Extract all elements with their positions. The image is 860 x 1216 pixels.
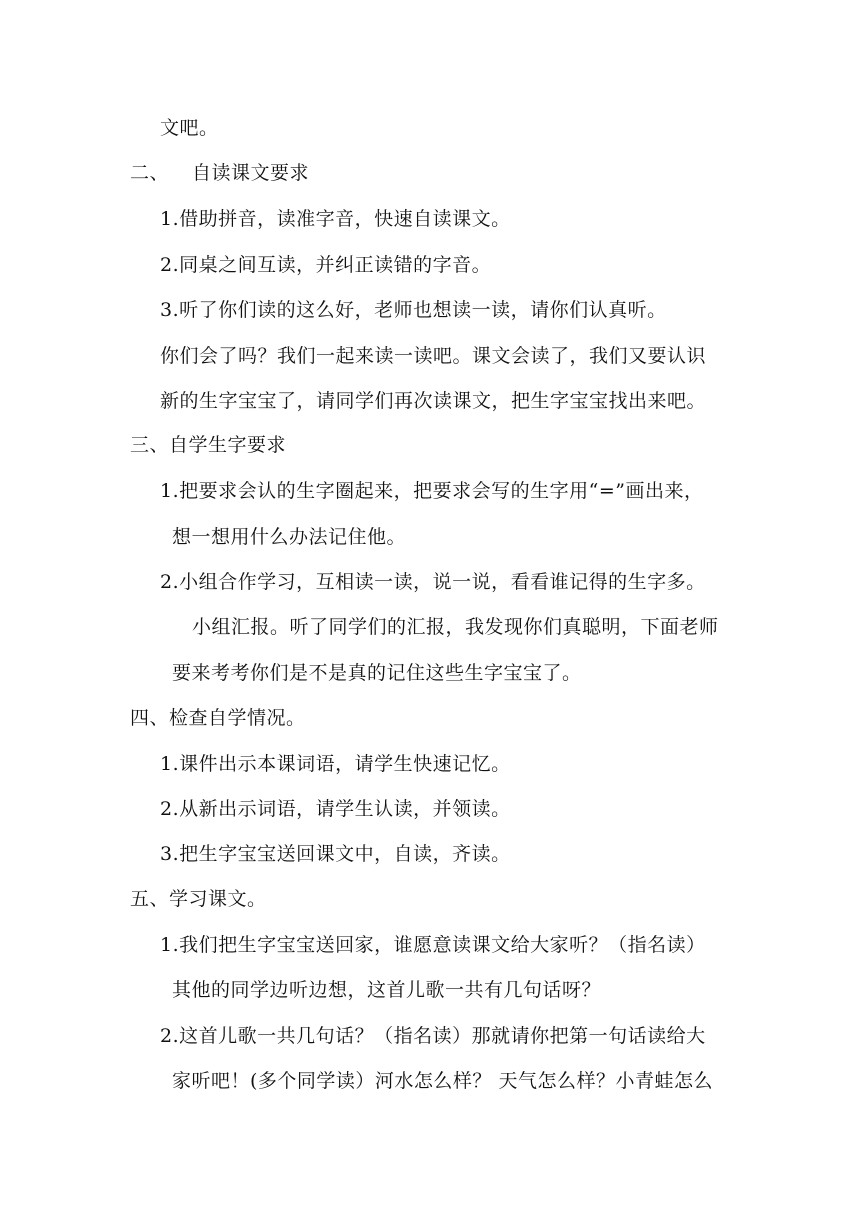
text-line-11: 想一想用什么办法记住他。 bbox=[172, 526, 407, 548]
text-line-10: 1.把要求会认的生字圈起来，把要求会写的生字用“=”画出来， bbox=[160, 480, 704, 502]
text-line-1: 文吧。 bbox=[160, 117, 219, 139]
section-4-heading: 四、检查自学情况。 bbox=[130, 707, 306, 729]
section-3-heading: 三、自学生字要求 bbox=[130, 434, 287, 456]
text-line-17: 2.从新出示词语，请学生认读，并领读。 bbox=[160, 798, 511, 820]
text-line-12: 2.小组合作学习，互相读一读，说一说，看看谁记得的生字多。 bbox=[160, 571, 706, 593]
text-line-16: 1.课件出示本课词语，请学生快速记忆。 bbox=[160, 753, 511, 775]
text-line-21: 其他的同学边听边想，这首儿歌一共有几句话呀？ bbox=[172, 979, 602, 1001]
section-5-heading: 五、学习课文。 bbox=[130, 888, 267, 910]
text-line-8: 新的生字宝宝了，请同学们再次读课文，把生字宝宝找出来吧。 bbox=[160, 390, 707, 412]
section-2-number: 二、 bbox=[130, 162, 170, 184]
text-line-13: 小组汇报。听了同学们的汇报，我发现你们真聪明，下面老师 bbox=[192, 616, 719, 638]
section-2-heading: 自读课文要求 bbox=[192, 162, 310, 184]
text-line-18: 3.把生字宝宝送回课文中，自读，齐读。 bbox=[160, 843, 511, 865]
text-line-22: 2.这首儿歌一共几句话？（指名读）那就请你把第一句话读给大 bbox=[160, 1025, 706, 1047]
text-line-23: 家听吧！(多个同学读）河水怎么样？ 天气怎么样？小青蛙怎么 bbox=[172, 1070, 713, 1092]
text-line-14: 要来考考你们是不是真的记住这些生字宝宝了。 bbox=[172, 662, 582, 684]
text-line-6: 3.听了你们读的这么好，老师也想读一读，请你们认真听。 bbox=[160, 299, 667, 321]
text-line-7: 你们会了吗？我们一起来读一读吧。课文会读了，我们又要认识 bbox=[160, 345, 707, 367]
text-line-20: 1.我们把生字宝宝送回家，谁愿意读课文给大家听？（指名读） bbox=[160, 934, 706, 956]
text-line-5: 2.同桌之间互读，并纠正读错的字音。 bbox=[160, 254, 492, 276]
text-line-4: 1.借助拼音，读准字音，快速自读课文。 bbox=[160, 208, 511, 230]
